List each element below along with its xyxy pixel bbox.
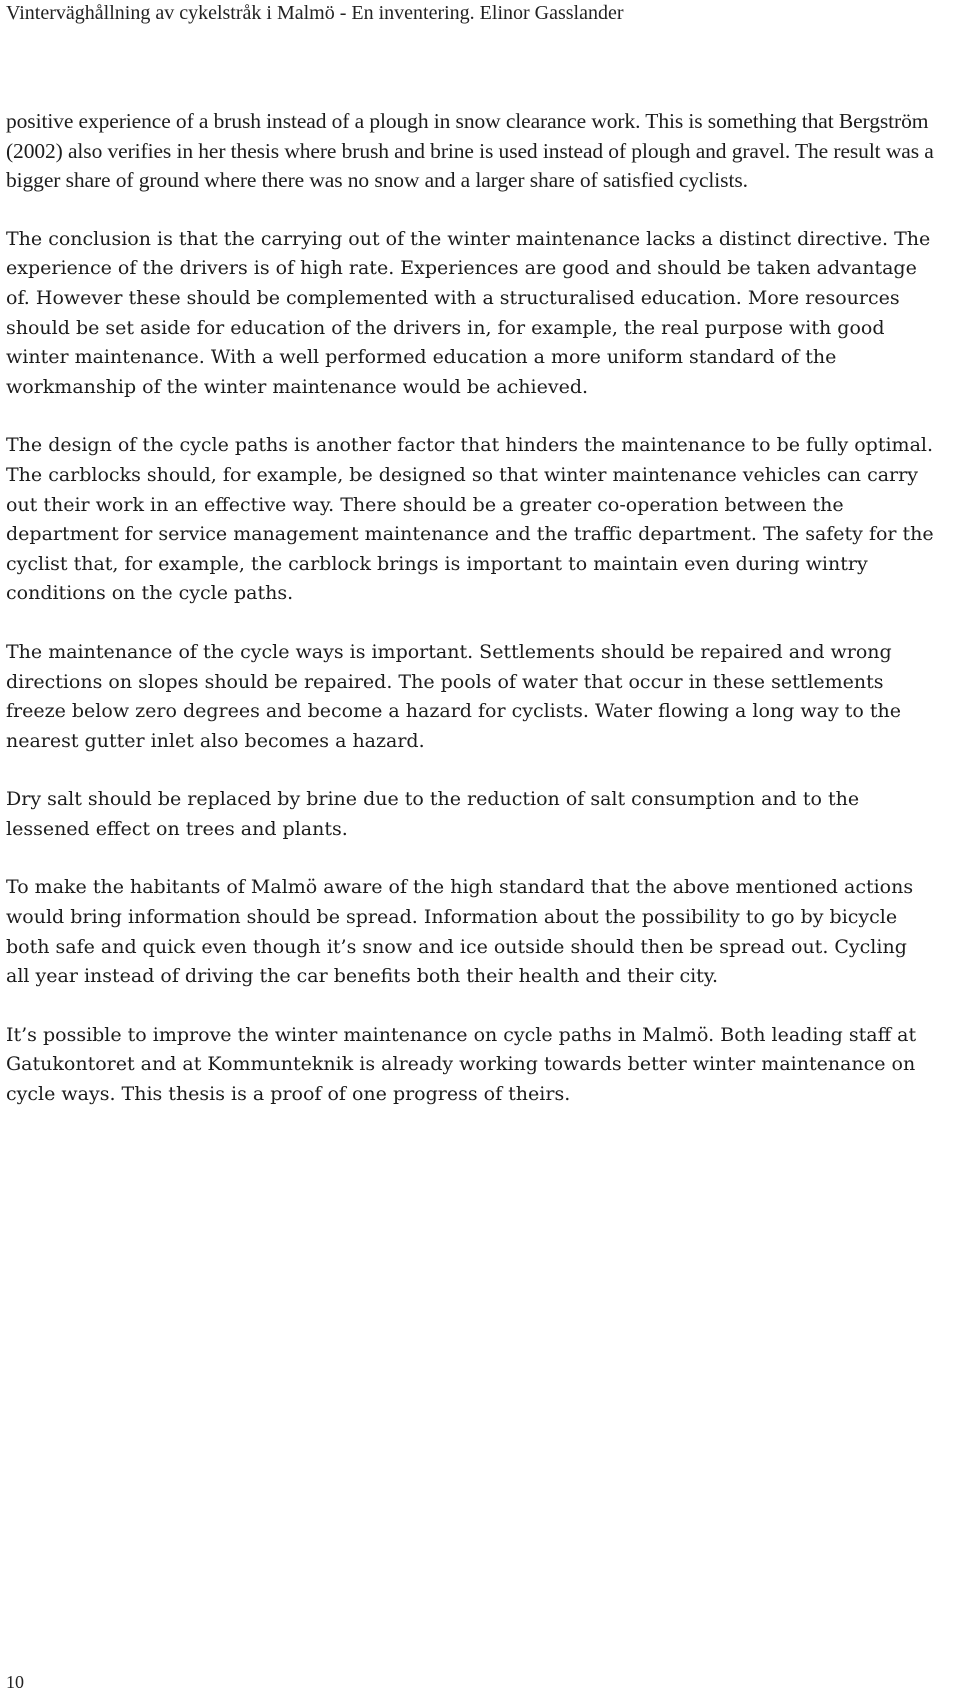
paragraph: The design of the cycle paths is another factor that hinders the maintenance to be fully optimal. The carblocks should, for example, be designed so that winter maintenance vehicles can carry out their work in an effective way. There should be a greater co-operation between the department for service management maintenance and the traffic department. The safety for the cyclist that, for example, the carblock brings is important to maintain even during wintry conditions on the cycle paths. [6, 434, 934, 605]
paragraph: The conclusion is that the carrying out of the winter maintenance lacks a distinct directive. The experience of the drivers is of high rate. Experiences are good and should be taken advantage of. However these should be complemented with a structuralised education. More resources should be set aside for education of the drivers in, for example, the real purpose with good winter maintenance. With a well performed education a more uniform standard of the workmanship of the winter maintenance would be achieved. [6, 227, 931, 398]
running-header: Vinterväghållning av cykelstråk i Malmö - En inventering. Elinor Gasslander [6, 2, 624, 24]
paragraph: positive experience of a brush instead of a plough in snow clearance work. This is something that Bergström (2002) also verifies in her thesis where brush and brine is used instead of plough and gravel. The result was a bigger share of ground where there was no snow and a larger share of satisfied cyclists. [6, 109, 934, 193]
paragraph: It’s possible to improve the winter maintenance on cycle paths in Malmö. Both leading staff at Gatukontoret and at Kommunteknik is already working towards better winter maintenance on cycle ways. This thesis is a proof of one progress of theirs. [6, 1023, 917, 1106]
paragraph: The maintenance of the cycle ways is important. Settlements should be repaired and wrong directions on slopes should be repaired. The pools of water that occur in these settlements freeze below zero degrees and become a hazard for cyclists. Water flowing a long way to the nearest gutter inlet also becomes a hazard. [6, 640, 901, 752]
document-body [6, 107, 936, 1139]
paragraph: Dry salt should be replaced by brine due to the reduction of salt consumption and to the lessened effect on trees and plants. [6, 788, 860, 840]
page-number: 10 [6, 1672, 24, 1692]
paragraph: To make the habitants of Malmö aware of the high standard that the above mentioned actions would bring information should be spread. Information about the possibility to go by bicycle both safe and quick even though it’s snow and ice outside should then be spread out. Cycling all year instead of driving the car benefits both their health and their city. [6, 876, 914, 988]
